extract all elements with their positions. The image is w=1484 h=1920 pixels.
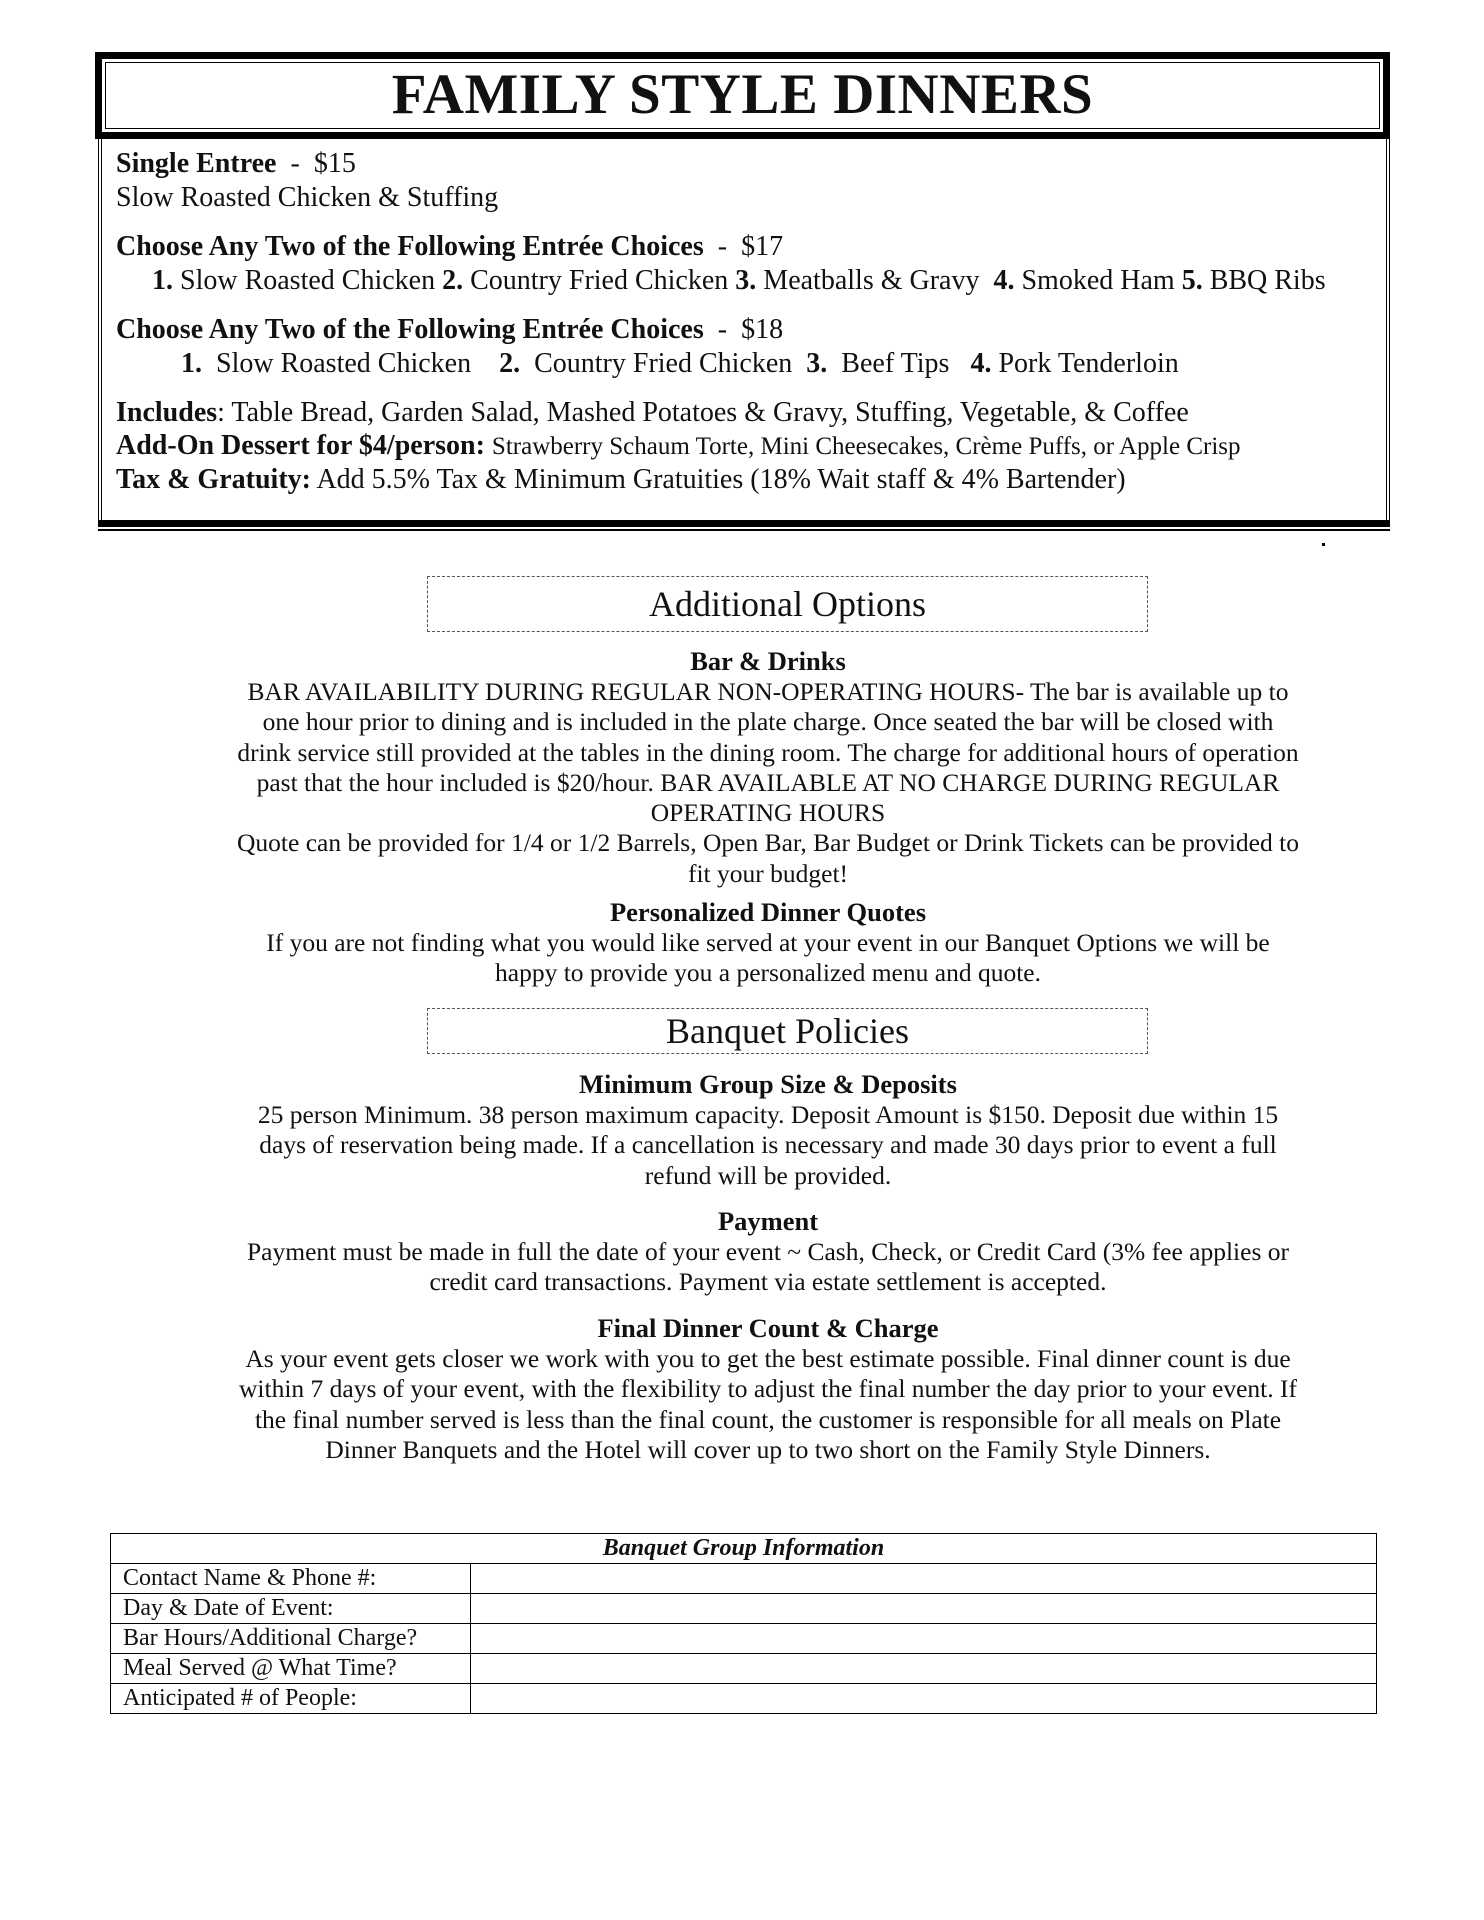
menu-item: 1. Slow Roasted Chicken — [152, 265, 436, 296]
choice-18-heading: Choose Any Two of the Following Entrée Choices — [116, 314, 704, 345]
table-row — [111, 1654, 1377, 1684]
menu-item: 4. Pork Tenderloin — [970, 348, 1179, 379]
payment-line: Payment must be made in full the date of your event ~ Cash, Check, or Credit Card (3% fee applies or — [246, 1237, 1289, 1266]
bar-drinks-heading: Bar & Drinks — [690, 646, 846, 676]
row-label: Bar Hours/Additional Charge? — [111, 1624, 471, 1654]
minimum-group-line: 25 person Minimum. 38 person maximum capacity. Deposit Amount is $150. Deposit due within 15 — [257, 1100, 1279, 1129]
final-count-section — [205, 1312, 1331, 1465]
box-bottom-border — [98, 520, 1390, 527]
bar-drinks-line: one hour prior to dining and is included in the plate charge. Once seated the bar will be closed with — [262, 707, 1274, 737]
bar-hours-field[interactable] — [471, 1624, 1377, 1654]
event-date-field[interactable] — [471, 1594, 1377, 1624]
box-bottom-rule — [98, 529, 1390, 531]
table-row — [111, 1684, 1377, 1714]
final-count-line: Dinner Banquets and the Hotel will cover up to two short on the Family Style Dinners. — [325, 1434, 1211, 1464]
banquet-group-info-table — [110, 1533, 1377, 1714]
personalized-quotes-heading: Personalized Dinner Quotes — [609, 897, 927, 927]
menu-item: 3. Meatballs & Gravy — [735, 265, 980, 296]
table-header-row — [111, 1534, 1377, 1564]
menu-item: 2. Country Fried Chicken — [499, 348, 793, 379]
single-entree-price: $15 — [313, 148, 356, 179]
choice-17-price: $17 — [741, 231, 784, 262]
menu-item: 3. Beef Tips — [806, 348, 950, 379]
row-label: Contact Name & Phone #: — [111, 1564, 471, 1594]
price-separator: - — [717, 231, 728, 262]
row-label: Day & Date of Event: — [111, 1594, 471, 1624]
bar-drinks-line: drink service still provided at the tables in the dining room. The charge for additional hours of operation — [237, 737, 1299, 767]
price-separator: - — [717, 314, 728, 345]
includes-line: Includes: Table Bread, Garden Salad, Mashed Potatoes & Gravy, Stuffing, Vegetable, & Coffee — [116, 397, 1189, 428]
table-row — [111, 1624, 1377, 1654]
table-row — [111, 1564, 1377, 1594]
banquet-policies-heading: Banquet Policies — [427, 1008, 1148, 1054]
meal-time-field[interactable] — [471, 1654, 1377, 1684]
row-label: Anticipated # of People: — [111, 1684, 471, 1714]
bar-drinks-line: BAR AVAILABILITY DURING REGULAR NON-OPERATING HOURS- The bar is available up to — [247, 677, 1289, 706]
final-count-heading: Final Dinner Count & Charge — [597, 1313, 939, 1343]
final-count-line: As your event gets closer we work with you to get the best estimate possible. Final dinner count is due — [245, 1344, 1291, 1373]
contact-name-phone-field[interactable] — [471, 1564, 1377, 1594]
tax-gratuity-line: Tax & Gratuity: Add 5.5% Tax & Minimum Gratuities (18% Wait staff & 4% Bartender) — [116, 464, 1126, 495]
menu-info — [116, 396, 1376, 496]
table-heading: Banquet Group Information — [111, 1534, 1377, 1564]
bar-drinks-line: fit your budget! — [687, 858, 849, 888]
menu-item: 5. BBQ Ribs — [1181, 265, 1326, 296]
dessert-line: Add-On Dessert for $4/person: Strawberry Schaum Torte, Mini Cheesecakes, Crème Puffs, or Apple Crisp — [116, 430, 1241, 461]
choice-18-price: $18 — [741, 314, 784, 345]
personalized-quotes-line: happy to provide you a personalized menu and quote. — [495, 958, 1041, 988]
minimum-group-section — [205, 1068, 1331, 1191]
personalized-quotes-section — [205, 896, 1331, 989]
table-row — [111, 1594, 1377, 1624]
anticipated-people-field[interactable] — [471, 1684, 1377, 1714]
payment-line: credit card transactions. Payment via estate settlement is accepted. — [429, 1267, 1107, 1297]
single-entree-block — [116, 147, 1376, 215]
price-separator: - — [290, 148, 300, 179]
title-box — [95, 52, 1390, 139]
bar-drinks-section — [205, 645, 1331, 889]
menu-content — [116, 147, 1376, 496]
page-title: FAMILY STYLE DINNERS — [391, 63, 1094, 126]
bar-drinks-line: past that the hour included is $20/hour. BAR AVAILABLE AT NO CHARGE DURING REGULAR — [256, 767, 1280, 797]
choice-17-block — [116, 230, 1376, 298]
stray-mark — [1322, 543, 1325, 546]
menu-item: 1. Slow Roasted Chicken — [181, 348, 472, 379]
personalized-quotes-line: If you are not finding what you would like served at your event in our Banquet Options we will be — [266, 928, 1270, 957]
minimum-group-heading: Minimum Group Size & Deposits — [579, 1069, 957, 1099]
row-label: Meal Served @ What Time? — [111, 1654, 471, 1684]
additional-options-heading: Additional Options — [427, 576, 1148, 632]
choice-18-block — [116, 313, 1376, 381]
bar-drinks-line: Quote can be provided for 1/4 or 1/2 Barrels, Open Bar, Bar Budget or Drink Tickets can be provided to — [237, 828, 1299, 858]
single-entree-description: Slow Roasted Chicken & Stuffing — [116, 182, 499, 213]
menu-box — [98, 139, 1390, 521]
menu-item: 2. Country Fried Chicken — [442, 265, 729, 296]
final-count-line: within 7 days of your event, with the flexibility to adjust the final number the day prior to your event. If — [238, 1374, 1297, 1404]
choice-18-items — [116, 347, 1376, 381]
final-count-line: the final number served is less than the final count, the customer is responsible for all meals on Plate — [254, 1404, 1282, 1434]
payment-heading: Payment — [717, 1206, 819, 1236]
bar-drinks-line: OPERATING HOURS — [650, 798, 886, 828]
minimum-group-line: refund will be provided. — [644, 1160, 892, 1190]
menu-item: 4. Smoked Ham — [993, 265, 1175, 296]
payment-section — [205, 1205, 1331, 1298]
minimum-group-line: days of reservation being made. If a cancellation is necessary and made 30 days prior to event a full — [259, 1130, 1277, 1160]
single-entree-heading: Single Entree — [116, 148, 277, 179]
choice-17-heading: Choose Any Two of the Following Entrée Choices — [116, 231, 704, 262]
choice-17-items — [116, 264, 1376, 298]
